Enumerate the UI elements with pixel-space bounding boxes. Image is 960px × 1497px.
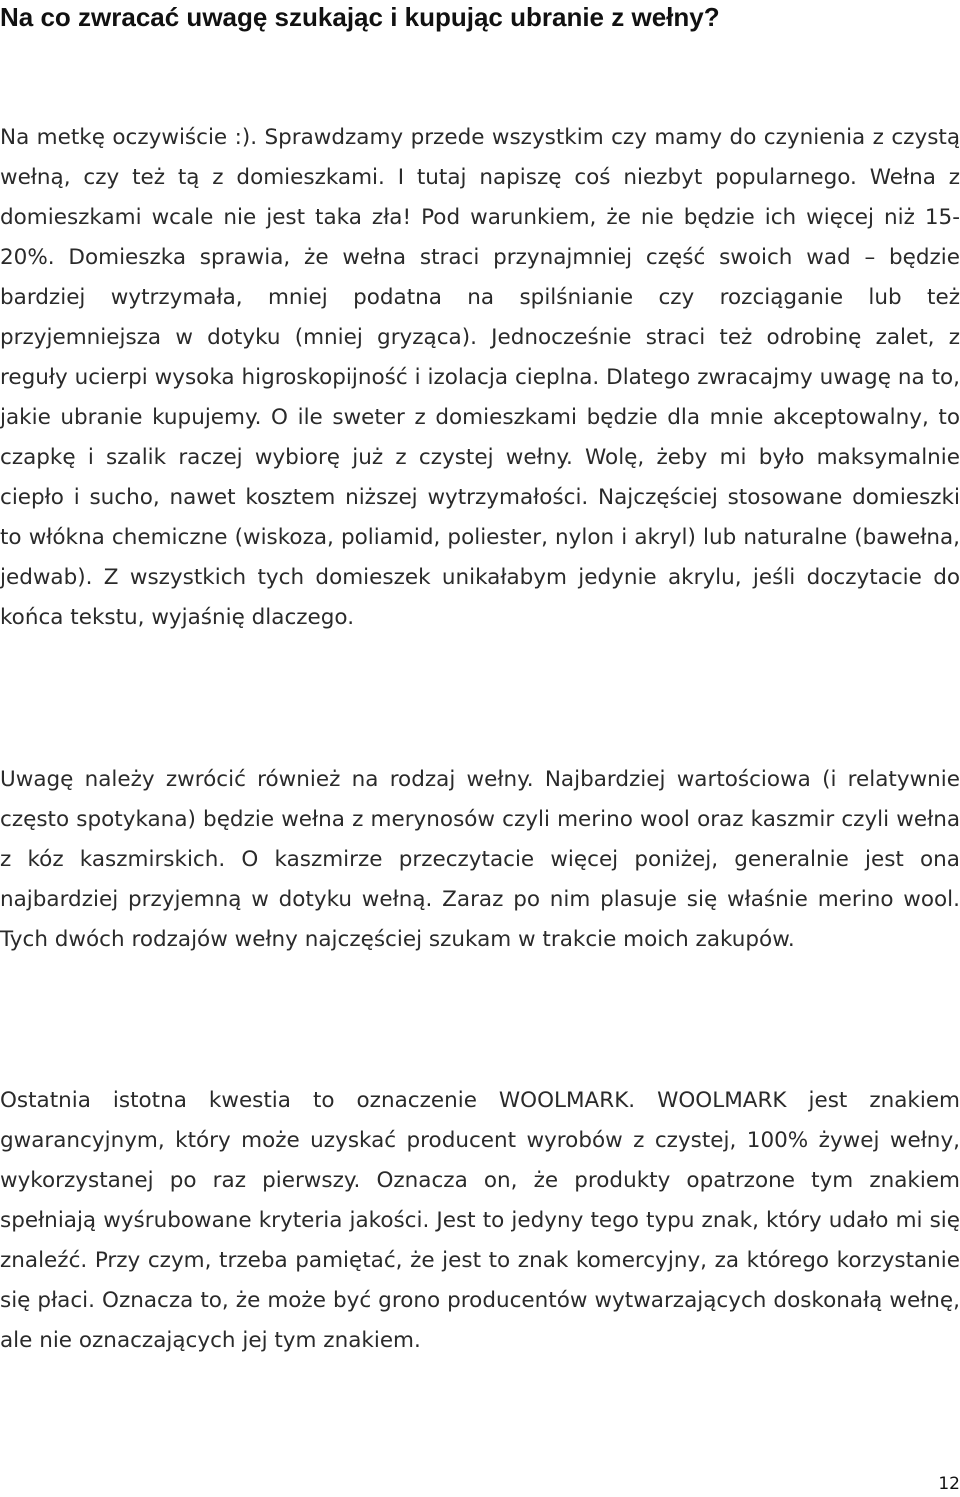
paragraph-woolmark: Ostatnia istotna kwestia to oznaczenie WOOLMARK. WOOLMARK jest znakiem gwarancyjnym, który może uzyskać producent wyrobów z czystej, 100% żywej wełny, wykorzystanej po raz pierwszy. Oznacza on, że produkty opatrzone tym znakiem spełniają wyśrubowane kryteria jakości. Jest to jedyny tego typu znak, który udało mi się znaleźć. Przy czym, trzeba pamiętać, że jest to znak komercyjny, za którego korzystanie się płaci. Oznacza to, że może być grono producentów wytwarzających doskonałą wełnę, ale nie oznaczających jej tym znakiem. [0,1088,960,1353]
paragraph-label-check: Na metkę oczywiście :). Sprawdzamy przede wszystkim czy mamy do czynienia z czystą wełną, czy też tą z domieszkami. I tutaj napiszę coś niezbyt popularnego. Wełna z domieszkami wcale nie jest taka zła! Pod warunkiem, że nie będzie ich więcej niż 15-20%. Domieszka sprawia, że wełna straci przynajmniej część swoich wad – będzie bardziej wytrzymała, mniej podatna na spilśnianie czy rozciąganie lub też przyjemniejsza w dotyku (mniej gryząca). Jednocześnie straci też odrobinę zalet, z reguły ucierpi wysoka higroskopijność i izolacja cieplna. Dlatego zwracajmy uwagę na to, jakie ubranie kupujemy. O ile sweter z domieszkami będzie dla mnie akceptowalny, to czapkę i szalik raczej wybiorę już z czystej wełny. Wolę, żeby mi było maksymalnie ciepło i sucho, nawet kosztem niższej wytrzymałości. Najczęściej stosowane domieszki to włókna chemiczne (wiskoza, poliamid, poliester, nylon i akryl) lub naturalne (bawełna, jedwab). Z wszystkich tych domieszek unikałabym jedynie akrylu, jeśli doczytacie do końca tekstu, wyjaśnię dlaczego. [0,125,960,630]
page-title: Na co zwracać uwagę szukając i kupując ubranie z wełny? [0,2,720,32]
page-number: 12 [938,1474,960,1494]
paragraph-wool-type: Uwagę należy zwrócić również na rodzaj wełny. Najbardziej wartościowa (i relatywnie często spotykana) będzie wełna z merynosów czyli merino wool oraz kaszmir czyli wełna z kóz kaszmirskich. O kaszmirze przeczytacie więcej poniżej, generalnie jest ona najbardziej przyjemną w dotyku wełną. Zaraz po nim plasuje się właśnie merino wool. Tych dwóch rodzajów wełny najczęściej szukam w trakcie moich zakupów. [0,767,960,952]
